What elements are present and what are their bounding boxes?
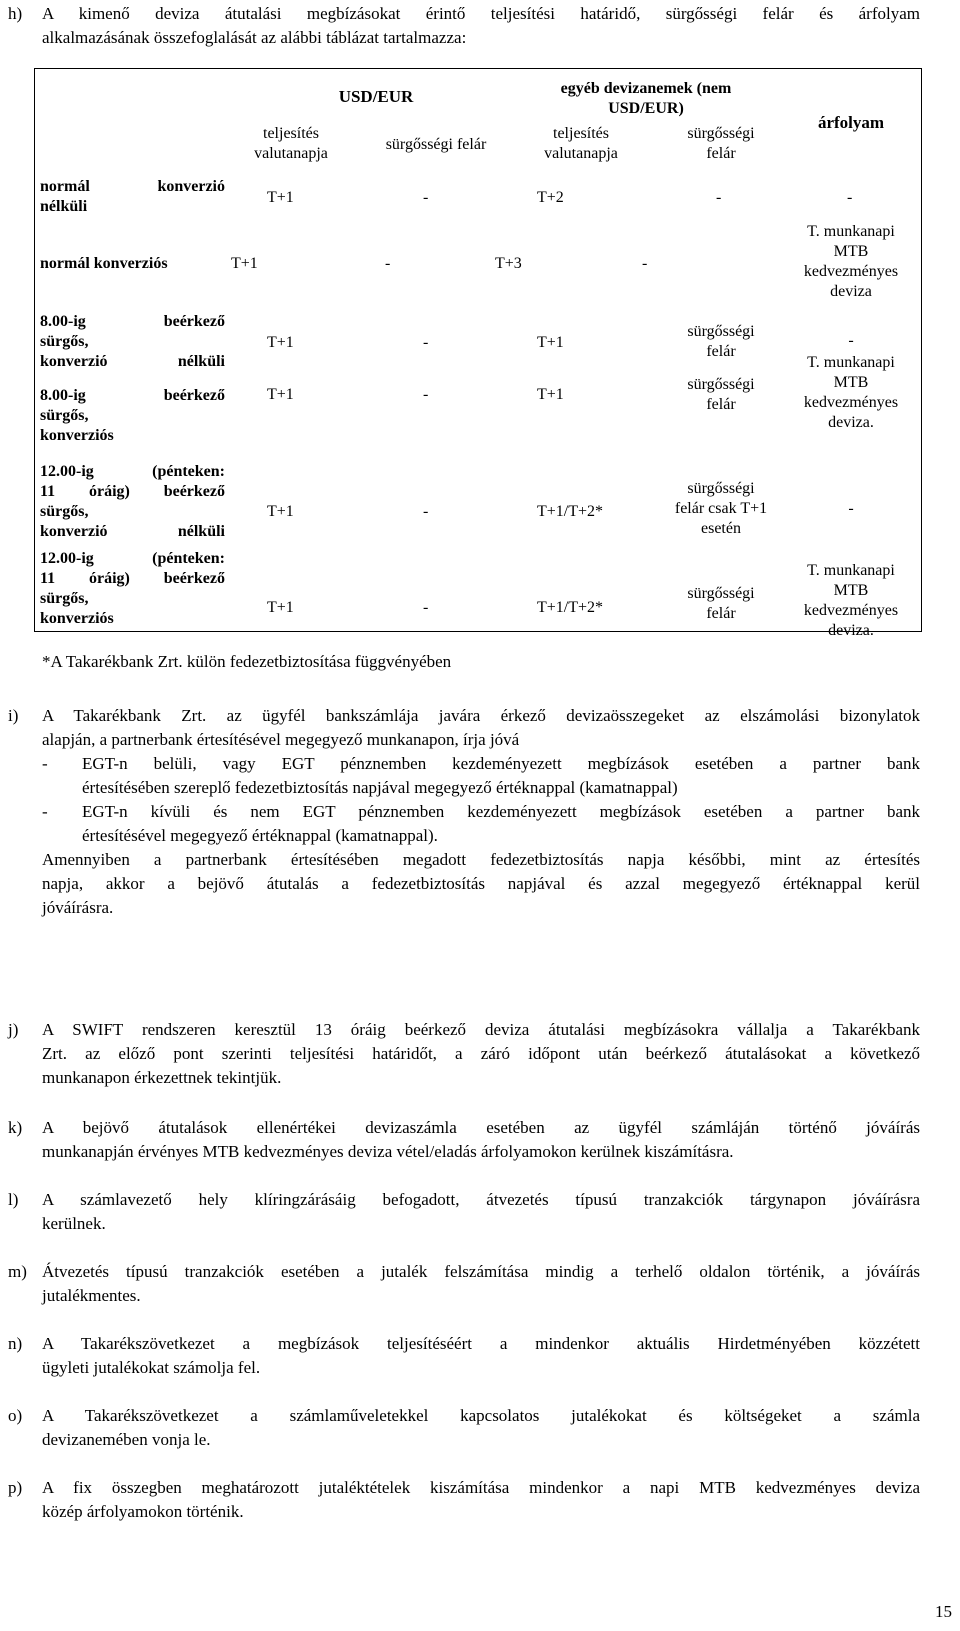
cell-rate: T. munkanapi MTB kedvezményes deviza (803, 223, 899, 300)
cell-other-fee: - (716, 189, 722, 206)
cell-other-fee: sürgősségi felár (687, 585, 755, 622)
header-felar-other: sürgősségi felár (687, 125, 755, 162)
summary-table (34, 68, 922, 639)
section-text (42, 2, 920, 50)
cell-usd-value: T+1 (267, 503, 294, 520)
header-arfolyam: árfolyam (817, 113, 885, 132)
section-label: o) (8, 1406, 23, 1425)
cell-usd-value: T+1 (267, 599, 294, 616)
section-text: A SWIFT rendszeren keresztül 13 óráig beérkező deviza átutalási megbízásokra vállalja a Takarékbank Zrt. az előző pont szerinti teljesítési határidőt, a záró időpont után beérkező átutalásokat a következő munkanapon érkezettnek tekintjük. (42, 1020, 920, 1087)
cell-other-fee: sürgősségi felár csak T+1 esetén (674, 480, 768, 537)
row-label: 8.00-ig beérkező sürgős, konverzió nélküli (40, 313, 225, 370)
cell-other-value: T+2 (537, 189, 564, 206)
list-item: - EGT-n kívüli és nem EGT pénznemben kezdeményezett megbízások esetében a partner bank értesítésével megegyező értéknappal (kamatnappal). (42, 802, 920, 845)
section-text: A Takarékszövetkezet a megbízások teljesítéséért a mindenkor aktuális Hirdetményében közzétett ügyleti jutalékokat számolja fel. (42, 1334, 920, 1377)
cell-usd-value: T+1 (267, 386, 294, 403)
cell-usd-value: T+1 (267, 189, 294, 206)
header-usd-eur: USD/EUR (338, 87, 414, 106)
row-label: 12.00-ig (pénteken: 11 óráig) beérkező sürgős, konverziós (40, 550, 225, 627)
cell-rate: T. munkanapi MTB kedvezményes deviza. (803, 562, 899, 639)
cell-usd-fee: - (423, 334, 429, 351)
cell-rate: - (848, 500, 854, 517)
section-text: A Takarékbank Zrt. az ügyfél bankszámlája javára érkező devizaösszegeket az elszámolási bizonylatok alapján, a partnerbank értesítésével megegyező munkanapon, írja jóvá - EGT-n belüli, vagy EGT pénznemben kezdeményezett megbízások esetében a partner bank értesítésében szereplő fedezetbiztosítás napjával megegyező értéknappal (kamatnappal) - EGT-n kívüli és nem EGT pénznemben kezdeményezett megbízások esetében a partner bank értesítésével megegyező értéknappal (kamatnappal). Amennyiben a partnerbank értesítésében megadott fedezetbiztosítás napja későbbi, mint az értesítés napja, akkor a bejövő átutalás a fedezetbiztosítás napjával és azzal megegyező értéknappal kerül jóváírásra. (42, 706, 920, 917)
cell-other-fee: - (642, 255, 648, 272)
section-text: A Takarékszövetkezet a számlaműveletekkel kapcsolatos jutalékokat és költségeket a számla devizanemében vonja le. (42, 1406, 920, 1449)
text-line: alkalmazásának összefoglalását az alábbi táblázat tartalmazza: (42, 28, 467, 47)
cell-usd-fee: - (423, 386, 429, 403)
page-number: 15 (935, 1602, 952, 1621)
cell-rate: T. munkanapi MTB kedvezményes deviza. (803, 354, 899, 431)
section-label: i) (8, 706, 19, 725)
cell-rate: - (848, 332, 854, 349)
row-label: normál konverziós (40, 255, 168, 272)
section-text: A bejövő átutalások ellenértékei devizaszámla esetében az ügyfél számláján történő jóváírás munkanapján érvényes MTB kedvezményes deviza vétel/eladás árfolyamokon kerülnek kiszámításra. (42, 1118, 920, 1161)
cell-rate: - (847, 189, 853, 206)
text-line: A kimenő deviza átutalási megbízásokat érintő teljesítési határidő, sürgősségi felár és árfolyam (42, 4, 920, 23)
header-teljesites-usd: teljesítés valutanapja (254, 125, 328, 162)
cell-usd-fee: - (423, 599, 429, 616)
row-label: normál konverzió nélküli (40, 178, 225, 215)
section-label: n) (8, 1334, 23, 1353)
cell-usd-fee: - (385, 255, 391, 272)
section-text: Átvezetés típusú tranzakciók esetében a jutalék felszámítása mindig a terhelő oldalon történik, a jóváírás jutalékmentes. (42, 1262, 920, 1305)
section-text: A számlavezető hely klíringzárásáig befogadott, átvezetés típusú tranzakciók tárgynapon jóváírásra kerülnek. (42, 1190, 920, 1233)
header-teljesites-other: teljesítés valutanapja (544, 125, 618, 162)
cell-other-value: T+3 (495, 255, 522, 272)
section-label: j) (8, 1020, 19, 1039)
list-item: - EGT-n belüli, vagy EGT pénznemben kezdeményezett megbízások esetében a partner bank értesítésében szereplő fedezetbiztosítás napjával megegyező értéknappal (kamatnappal) (42, 754, 920, 797)
cell-usd-fee: - (423, 503, 429, 520)
cell-usd-value: T+1 (231, 255, 258, 272)
row-label: 12.00-ig (pénteken: 11 óráig) beérkező sürgős, konverzió nélküli (40, 463, 225, 540)
cell-other-value: T+1/T+2* (537, 599, 604, 616)
section-label: p) (8, 1478, 23, 1497)
header-felar-usd: sürgősségi felár (385, 136, 487, 153)
row-label: 8.00-ig beérkező sürgős, konverziós (40, 387, 225, 444)
section-text: A fix összegben meghatározott jutaléktételek kiszámítása mindenkor a napi MTB kedvezményes deviza közép árfolyamokon történik. (42, 1478, 920, 1521)
cell-other-fee: sürgősségi felár (687, 323, 755, 360)
cell-usd-fee: - (423, 189, 429, 206)
section-label: m) (8, 1262, 27, 1281)
section-label: k) (8, 1118, 23, 1137)
header-other-currencies: egyéb devizanemek (nem USD/EUR) (560, 80, 732, 117)
section-label: h) (8, 4, 23, 23)
cell-other-fee: sürgősségi felár (687, 376, 755, 413)
cell-other-value: T+1/T+2* (537, 503, 604, 520)
section-label: l) (8, 1190, 19, 1209)
table-footnote: *A Takarékbank Zrt. külön fedezetbiztosítása függvényében (42, 652, 452, 671)
cell-other-value: T+1 (537, 386, 564, 403)
cell-other-value: T+1 (537, 334, 564, 351)
cell-usd-value: T+1 (267, 334, 294, 351)
